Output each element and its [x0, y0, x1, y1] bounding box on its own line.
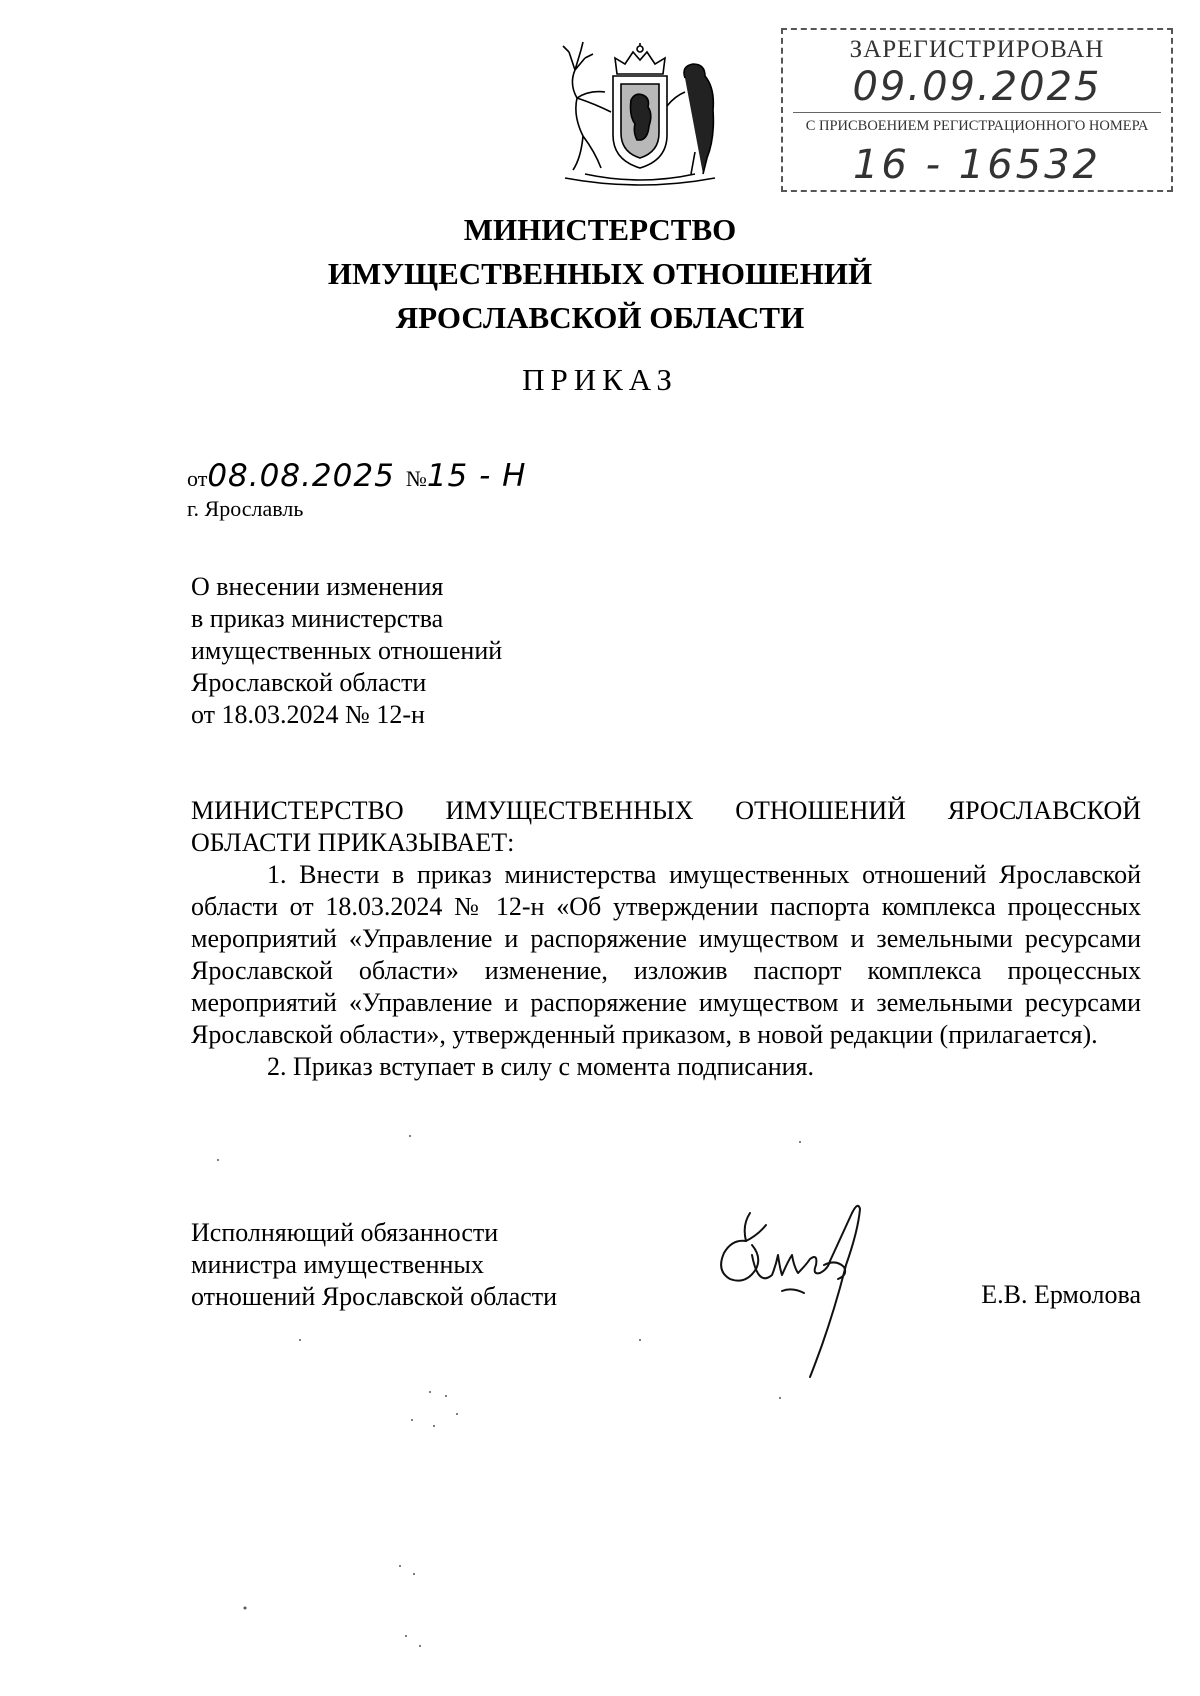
order-body — [191, 795, 1141, 1083]
stamp-title: ЗАРЕГИСТРИРОВАН — [849, 36, 1105, 63]
ministry-heading-line: ИМУЩЕСТВЕННЫХ ОТНОШЕНИЙ — [327, 256, 873, 291]
subject-line: О внесении изменения — [191, 572, 444, 601]
order-title: ПРИКАЗ — [522, 362, 678, 397]
ministry-heading-line: ЯРОСЛАВСКОЙ ОБЛАСТИ — [395, 300, 805, 335]
stamp-registration-number: 16 - 16532 — [852, 142, 1101, 188]
city: г. Ярославль — [187, 496, 304, 521]
ministry-heading-line: МИНИСТЕРСТВО — [463, 212, 737, 247]
coat-of-arms-emblem — [555, 40, 725, 190]
stamp-registration-date: 09.09.2025 — [852, 64, 1102, 110]
stamp-caption: С ПРИСВОЕНИЕМ РЕГИСТРАЦИОННОГО НОМЕРА — [805, 118, 1149, 134]
handwritten-signature — [712, 1195, 912, 1385]
subject-line: в приказ министерства — [191, 604, 444, 633]
signer-position-line: министра имущественных — [191, 1250, 484, 1279]
signer-position-line: Исполняющий обязанности — [191, 1218, 499, 1247]
signer-position — [191, 1217, 557, 1313]
order-date-line — [187, 458, 526, 494]
number-prefix: № — [405, 466, 427, 491]
order-preamble: МИНИСТЕРСТВО ИМУЩЕСТВЕННЫХ ОТНОШЕНИЙ ЯРОСЛАВСКОЙ ОБЛАСТИ ПРИКАЗЫВАЕТ: — [191, 796, 1141, 857]
order-date: 08.08.2025 — [207, 458, 395, 494]
signer-name: Е.В. Ермолова — [981, 1280, 1141, 1309]
order-paragraph: 2. Приказ вступает в силу с момента подписания. — [267, 1052, 815, 1081]
date-prefix: от — [187, 466, 208, 491]
ministry-heading — [300, 208, 900, 340]
signer-position-line: отношений Ярославской области — [191, 1282, 558, 1311]
subject-line: имущественных отношений — [191, 636, 503, 665]
registration-stamp — [781, 28, 1173, 192]
stamp-divider — [793, 112, 1161, 113]
subject-line: Ярославской области — [191, 668, 427, 697]
order-paragraph: 1. Внести в приказ министерства имущественных отношений Ярославской области от 18.03.2024 № 12-н «Об утверждении паспорта комплекса процессных мероприятий «Управление и распоряжение имуществом и земельными ресурсами Ярославской области» изменение, изложив паспорт комплекса процессных мероприятий «Управление и распоряжение имуществом и земельными ресурсами Ярославской области», утвержденный приказом, в новой редакции (прилагается). — [191, 860, 1141, 1049]
subject-line: от 18.03.2024 № 12-н — [191, 700, 425, 729]
order-number: 15 - Н — [426, 458, 527, 494]
order-subject — [191, 571, 502, 731]
